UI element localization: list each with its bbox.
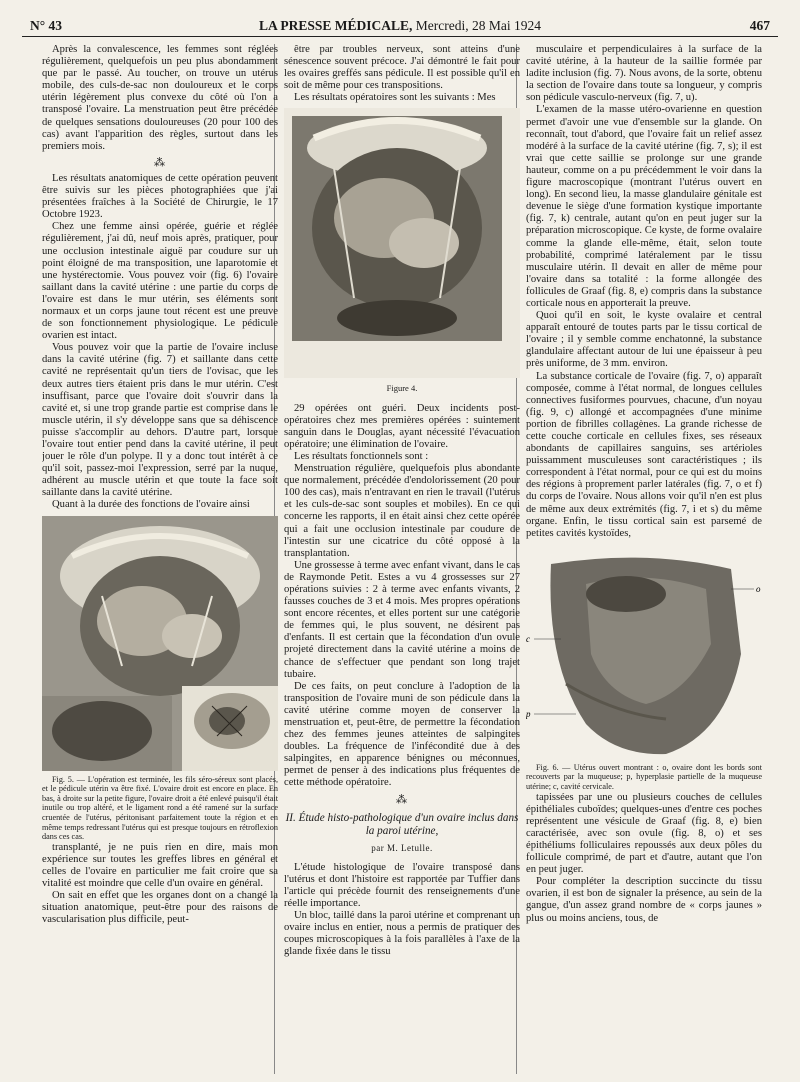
issue-date: Mercredi, 28 Mai 1924	[415, 18, 541, 33]
section-stars: ⁂	[154, 156, 166, 169]
issue-number: N° 43	[30, 18, 63, 33]
paragraph: De ces faits, on peut conclure à l'adoption de la transposition de l'ovaire muni de son pédicule dans la cavité utérine comme moyen de conserver la menstruation et, peut-être, de permettre la fécondation chez des femmes jeunes atteintes de salpingites doubles. La fréquence de l'infécondité due à des salpingites, en apparence bénignes ou méconnues, permet de penser à des indications plus fréquentes de cette méthode opératoire.	[284, 680, 520, 789]
figure-5-caption: Fig. 5. — L'opération est terminée, les fils séro-séreux sont placés, et le pédicule utérin va être fixé. L'ovaire droit est encore en place. En bas, à droite sur la petite figure, l'ovaire droit a été enlevé puisqu'il était inutile ou trop altéré, et le ligament rond a été ramené sur la surface cruentée de l'utérus, péritonisant parfaitement toute la région et en même temps redressant l'utérus qui est presque toujours en rétroflexion dans ces cas.	[42, 774, 278, 842]
figure-5-illustration	[42, 516, 278, 771]
paragraph: Une grossesse à terme avec enfant vivant, dans le cas de Raymonde Petit. Estes a vu 4 grossesses sur 27 opérations suivies : 2 à terme avec enfants vivants, 2 fausses couches de 3 et 4 mois. Mes propres opérations sont encore récentes, et elles portent sur une catégorie de femmes qui, le plus souvent, ne désirent pas d'enfants. Il est certain que la fécondation d'un ovule projeté directement dans la cavité utérine a moins de chance de s'effectuer que pendant son long trajet tubaire.	[284, 559, 520, 680]
byline: par M. Letulle.	[371, 842, 433, 853]
masthead	[22, 18, 778, 34]
paragraph: Quant à la durée des fonctions de l'ovaire ainsi	[52, 499, 250, 511]
paragraph: être par troubles nerveux, sont atteins d'une sénescence souvent précoce. J'ai démontré le fait pour les ovaires greffés sans pédicule. Il est possible qu'il en soit de même pour ces transpositions.	[284, 44, 520, 92]
paragraph: musculaire et perpendiculaires à la surface de la cavité utérine, à la hauteur de la saillie formée par ladite inclusion (fig. 7). Nous avons, de la sorte, obtenu la section de l'ovaire dans toute sa longueur, y compris son pédicule vasculo-nerveux (fig. 7, u).	[526, 44, 762, 104]
paragraph: L'étude histologique de l'ovaire transposé dans l'utérus et dont l'histoire est rapportée par Tuffier dans l'article qui précède fournit des renseignements d'une réelle importance.	[284, 861, 520, 910]
paragraph: Les résultats anatomiques de cette opération peuvent être suivis sur les pièces photographiées que j'ai présentées fraîches à la Société de Chirurgie, le 17 Octobre 1923.	[42, 172, 278, 221]
paragraph: Menstruation régulière, quelquefois plus abondante que normalement, précédée d'endolorissement (20 pour 100 des cas), mais n'entravant en rien le travail (l'utérus et les culs-de-sac sont souples et mobiles). En ce qui concerne les rapports, il en était ainsi chez cette opérée qui a fait une occlusion intestinale par coudure de l'intestin sur une cicatrice du côté opposé à la transplantation.	[284, 463, 520, 559]
figure-6-caption: Fig. 6. — Utérus ouvert montrant : o, ovaire dont les bords sont recouverts par la muqueuse; p, hyperplasie partielle de la muqueuse utérine; c, cavité cervicale.	[526, 762, 762, 792]
figure-4-label: Figure 4.	[386, 383, 418, 394]
paragraph: Quoi qu'il en soit, le kyste ovalaire et central apparaît entouré de toutes parts par le tissu cortical de l'ovaire ; il y semble comme enchatonné, la substance glandulaire affectant autour de lui une épaisseur à peu près uniforme, de 3 mm. environ.	[526, 310, 762, 370]
paragraph: Les résultats fonctionnels sont :	[294, 450, 429, 462]
paragraph: Vous pouvez voir que la partie de l'ovaire incluse dans la cavité utérine (fig. 7) et saillante dans cette cavité ne représentait qu'un tiers de l'ovisac, que les deux autres tiers étaient pris dans le mur utérin. C'est insuffisant, parce que l'ovaire doit s'ouvrir dans la cavité et, si une trop grande partie est comprise dans le muscle utérin, il s'y développe sans que sa déhiscence puisse s'accomplir au dehors. D'autre part, lorsque l'ovaire tout entier pend dans la cavité utérine, il peut jouer le rôle d'un polype. Il y a donc tout intérêt à ce qu'il soit, passez-moi l'expression, serré par la nuque, adhérent au muscle utérin et que toute la face soit saillante dans la cavité utérine.	[42, 342, 278, 499]
figure-6-label-o: o	[756, 583, 761, 594]
paragraph: tapissées par une ou plusieurs couches de cellules épithéliales cuboïdes; quelques-unes d'entre ces poches représentent une vésicule de Graaf (fig. 8, e) bien caractérisée, avec son ovule (fig. 8, o) et ses épithéliums folliculaires repoussés aux deux pôles du follicule comprimé, de part et d'autre, autant que l'on en peut juger.	[526, 791, 762, 876]
paragraph: L'examen de la masse utéro-ovarienne en question permet d'avoir une vue d'ensemble sur la glande. On reconnaît, tout d'abord, que l'ovaire fait un relief assez modéré à la surface de la cavité utérine (fig. 7, s); il est vrai que cette saillie se prolonge sur une grande hauteur, comme on a pu précédemment le voir dans la figure macroscopique (montrant l'utérus ouvert en long). En second lieu, la masse glandulaire génitale est devenue le siège d'une formation kystique importante (fig. 7, k) centrale, autant qu'on en peut juger sur la préparation microscopique. Ce kyste, de forme ovalaire comme la glande elle-même, était, selon toute probabilité, comprimé latéralement par le tissu musculaire utérin. Il devait en aller de même pour l'ovaire dans sa totalité : la forme allongée des follicules de Graaf (fig. 8, e) compris dans la substance corticale nous en apporterait la preuve.	[526, 104, 762, 309]
paragraph: Chez une femme ainsi opérée, guérie et réglée régulièrement, j'ai dû, neuf mois après, pratiquer, pour une occlusion intestinale aiguë par coudure sur un point éloigné de ma transposition, une laparotomie et une hystérectomie. Vous pouvez voir (fig. 6) l'ovaire saillant dans la cavité utérine : une partie du corps de l'ovaire est dans le mur utérin, ses éléments sont normaux et un corps jaune tout récent est une preuve de son fonctionnement physiologique. Le pédicule ovarien est intact.	[42, 221, 278, 342]
column-left	[42, 44, 278, 1074]
column-middle	[284, 44, 520, 1074]
page-number: 467	[749, 18, 770, 33]
figure-6-label-p: p	[526, 708, 531, 719]
journal-title: LA PRESSE MÉDICALE,	[258, 18, 413, 33]
figure-4-illustration	[284, 108, 520, 378]
paragraph: Après la convalescence, les femmes sont réglées régulièrement, quelquefois un peu plus abondamment que par le passé. Au toucher, on trouve un utérus mobile, des culs-de-sac non douloureux et le corps utérin légèrement plus convexe du côté où l'on a transposé l'ovaire. La menstruation peut être précédée de quelques sensations douloureuses (20 pour 100 des cas) avant l'apparition des règles, surtout dans les premiers mois.	[42, 44, 278, 152]
paragraph: 29 opérées ont guéri. Deux incidents post-opératoires chez mes premières opérées : suintement sanguin dans le Douglas, ayant nécessité l'évacuation opératoire; une élimination de l'ovaire.	[284, 402, 520, 450]
paragraph: transplanté, je ne puis rien en dire, mais mon expérience sur toutes les greffes libres en général et celles de l'ovaire en particulier me fait croire que sa vitalité est moindre que celle d'un ovaire en général.	[42, 841, 278, 889]
paragraph: Les résultats opératoires sont les suivants : Mes	[294, 92, 496, 104]
section-stars: ⁂	[396, 793, 408, 806]
paragraph: On sait en effet que les organes dont on a changé la situation anatomique, peut-être pour des raisons de vascularisation plus difficile, peut-	[42, 890, 278, 926]
paragraph: La substance corticale de l'ovaire (fig. 7, o) apparaît composée, comme à l'état normal, de longues cellules connectives fusiformes pourvues, chacune, d'un noyau (fig. 9, c) allongé et accompagnées d'une minime portion de fibrilles collagènes. La grande richesse de cette couche corticale en cellules fixes, ses réseaux abondants de capillaires sanguins, ses artérioles puissamment musculeuses sont caractéristiques ; ils correspondent à l'état normal, pour ce qui est du moins des régions à proprement parler latérales (fig. 7, o et f) du corps de l'ovaire. Nous allons voir qu'il n'en est plus de même aux deux extrémités (fig. 7, i et s) du même organe. Enfin, le tissu cortical sain est parsemé de petites cavités kystoïdes,	[526, 370, 762, 539]
figure-6-illustration	[526, 544, 762, 759]
figure-6-label-c: c	[526, 633, 530, 644]
running-head	[22, 14, 778, 37]
paragraph: Pour compléter la description succincte du tissu ovarien, il est bon de signaler la présence, au sein de la gangue, d'un assez grand nombre de « corps jaunes » plus ou moins anciens, tous, de	[526, 876, 762, 924]
section-title: II. Étude histo-pathologique d'un ovaire inclus dans la paroi utérine,	[285, 811, 519, 837]
paragraph: Un bloc, taillé dans la paroi utérine et comprenant un ovaire inclus en entier, nous a permis de pratiquer des coupes microscopiques à la fois parallèles à l'axe de la glande fixée dans le tissu	[284, 910, 520, 958]
column-right	[526, 44, 762, 1074]
